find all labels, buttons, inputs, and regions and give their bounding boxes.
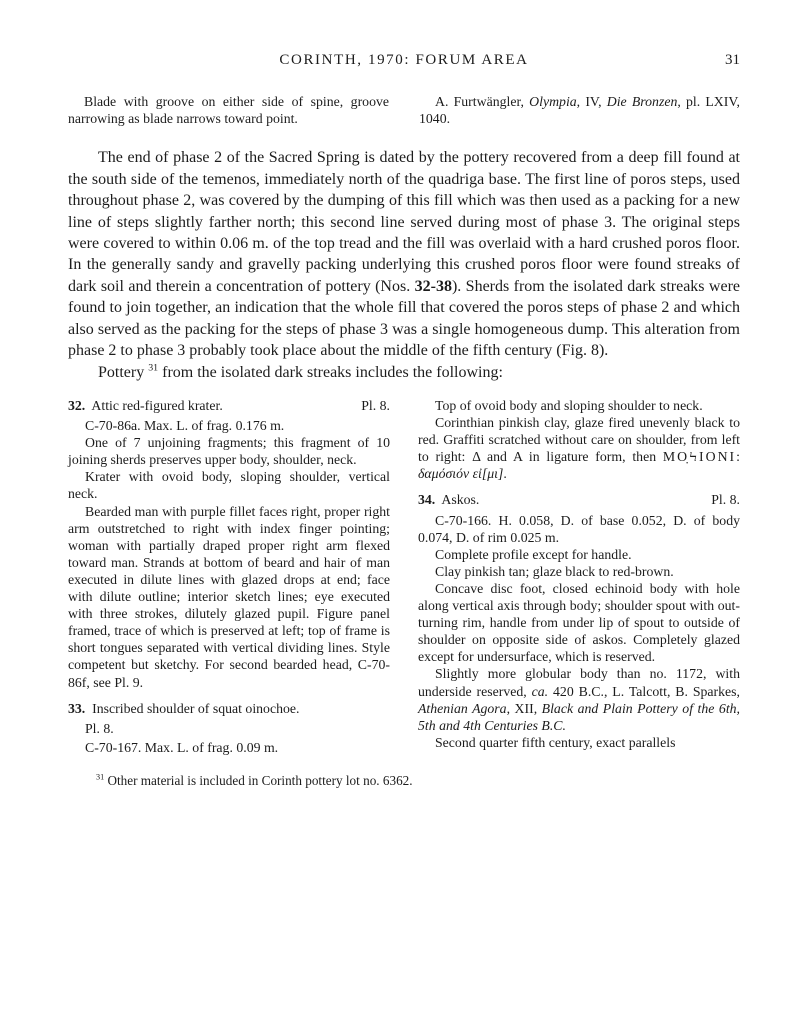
text-segment: The end of phase 2 of the Sacred Spring is dated by the pottery recovered from a deep fill found at the south side of the temenos, immediately north of the quadriga base. The first line of poros steps, used throughout phase 2, was covered by the dumping of this fill which was then used as a packing for a new line of steps slightly farther north; this second line served during most of phase 3. The original steps were covered to within 0.06 m. of the top tread and the fill was overlaid with a hard crushed poros floor. In the generally sandy and gravelly packing underlying this crushed poros floor were found streaks of dark soil and therein a concentration of pottery (Nos. xyxy=(68,149,740,295)
main-text xyxy=(68,147,740,383)
page-header xyxy=(68,52,740,69)
text-segment: 31 xyxy=(96,772,105,782)
text-segment: Other material is included in Corinth pottery lot no. 6362. xyxy=(104,772,413,788)
text-segment: . xyxy=(503,466,507,482)
text-segment: Pottery xyxy=(98,363,149,381)
catalog-entry-number: 32. xyxy=(68,398,86,413)
carryover-note-right xyxy=(419,93,740,127)
catalog-paragraph xyxy=(418,414,740,482)
catalog-entry-number: 34. xyxy=(418,492,436,508)
text-segment: ). Sherds from the isolated dark streaks were found to join together, an indication that the whole fill that covered the poros steps of phase 2 and which also served as the packing for the steps of phase 3 was a single homogeneous dump. This alteration from phase 2 to phase 3 probably took place about the middle of the fifth century (Fig. 8). xyxy=(68,277,741,360)
text-segment: C-70-167. Max. L. of frag. 0.09 m. xyxy=(85,739,279,755)
text-segment: ΜΟ̣ϞΙΟΝΙ xyxy=(662,449,737,465)
carryover-notes xyxy=(68,93,740,127)
catalog-section xyxy=(68,397,740,756)
catalog-entry-number: 33. xyxy=(68,700,86,716)
catalog-paragraph xyxy=(418,546,740,563)
text-segment: Complete profile except for handle. xyxy=(435,546,632,562)
text-segment: 32-38 xyxy=(414,277,452,295)
catalog-entry-heading xyxy=(418,491,740,508)
text-segment: Blade with groove on either side of spine, groove narrowing as blade narrows toward point. xyxy=(68,94,389,127)
text-segment: δαμόσιόν εἰ[μι] xyxy=(418,466,504,482)
footnote xyxy=(68,772,740,789)
text-segment: Slightly more globular body than no. 1172, with underside reserved, xyxy=(418,666,740,699)
text-segment: : xyxy=(736,449,740,465)
catalog-paragraph xyxy=(68,739,390,756)
text-segment: A. Furtwängler, xyxy=(435,94,530,109)
catalog-paragraph xyxy=(418,665,740,733)
text-segment: , pl. LXIV, 1040. xyxy=(419,94,740,127)
text-segment: Clay pinkish tan; glaze black to red-brown. xyxy=(435,563,674,579)
text-segment: 420 B.C., L. Talcott, B. Sparkes, xyxy=(548,683,740,699)
text-segment: Olympia xyxy=(529,94,577,109)
text-segment: One of 7 unjoining fragments; this fragment of 10 joining sherds preserves upper body, shoulder, neck. xyxy=(68,435,390,468)
plate-reference: Pl. 8. xyxy=(711,492,740,508)
catalog-paragraph xyxy=(68,417,390,434)
catalog-entry-title: Attic red-figured krater. xyxy=(91,398,223,413)
page-number: 31 xyxy=(725,52,740,68)
catalog-paragraph xyxy=(418,512,740,546)
text-segment: Second quarter fifth century, exact parallels xyxy=(435,734,676,750)
text-segment: Krater with ovoid body, sloping shoulder, vertical neck. xyxy=(68,469,390,502)
text-segment: Bearded man with purple fillet faces right, proper right arm outstretched to right with index finger pointing; woman with partially draped proper right arm flexed toward man. Strands at bottom of beard and hair of man executed in dilute lines with glazed drops at end; face with dilute outline; interior sketch lines; eye executed with three strokes, dilutely glazed pupil. Figure panel framed, trace of which is preserved at left; top of frame is short tongues separated with vertical dividing lines. Style competent but sketchy. For second bearded head, C-70-86f, see Pl. 9. xyxy=(68,503,390,690)
catalog-paragraph xyxy=(418,734,740,751)
catalog-entry-title: Askos. xyxy=(441,492,480,508)
catalog-entry-title: Inscribed shoulder of squat oinochoe. xyxy=(92,700,300,716)
text-segment: from the isolated dark streaks includes the following: xyxy=(158,363,503,381)
text-segment: Concave disc foot, closed echinoid body with hole along vertical axis through body; shoulder spout with out-turning rim, handle from under lip of spout to outside of shoulder on opposite side of askos. Completely glazed except for undersurface, which is reserved. xyxy=(418,580,740,665)
catalog-paragraph xyxy=(68,468,390,502)
catalog-paragraph xyxy=(68,434,390,468)
catalog-paragraph xyxy=(418,563,740,580)
text-segment: , XII, xyxy=(506,700,542,716)
running-title: CORINTH, 1970: FORUM AREA xyxy=(279,52,529,68)
catalog-left-column xyxy=(68,397,390,756)
catalog-right-column xyxy=(418,397,740,756)
body-paragraph-phases xyxy=(68,147,740,361)
catalog-paragraph xyxy=(418,580,740,665)
catalog-paragraph xyxy=(418,397,740,414)
catalog-entry-heading xyxy=(68,397,390,414)
text-segment: Corinthian pinkish clay, glaze fired unevenly black to red. Graffiti scratched without care on shoulder, from left to right: Δ and A in ligature form, then xyxy=(418,415,740,465)
text-segment: ca. xyxy=(531,683,549,699)
plate-reference: Pl. 8. xyxy=(361,398,390,413)
text-segment: Die Bronzen xyxy=(606,94,678,109)
text-segment: , IV, xyxy=(576,94,607,109)
text-segment: Black and Plain Pottery of the 6th, 5th and 4th Centuries B.C. xyxy=(418,700,740,733)
text-segment: C-70-166. H. 0.058, D. of base 0.052, D. of body 0.074, D. of rim 0.025 m. xyxy=(418,512,740,545)
text-segment: C-70-86a. Max. L. of frag. 0.176 m. xyxy=(85,418,285,434)
text-segment: Top of ovoid body and sloping shoulder to neck. xyxy=(435,398,703,413)
body-paragraph-pottery-intro xyxy=(68,362,740,383)
text-segment: 31 xyxy=(148,362,159,374)
text-segment: Athenian Agora xyxy=(418,700,507,716)
plate-reference: Pl. 8. xyxy=(85,720,114,736)
carryover-note-left xyxy=(68,93,389,127)
catalog-paragraph xyxy=(68,503,390,691)
catalog-entry-heading xyxy=(68,700,390,717)
